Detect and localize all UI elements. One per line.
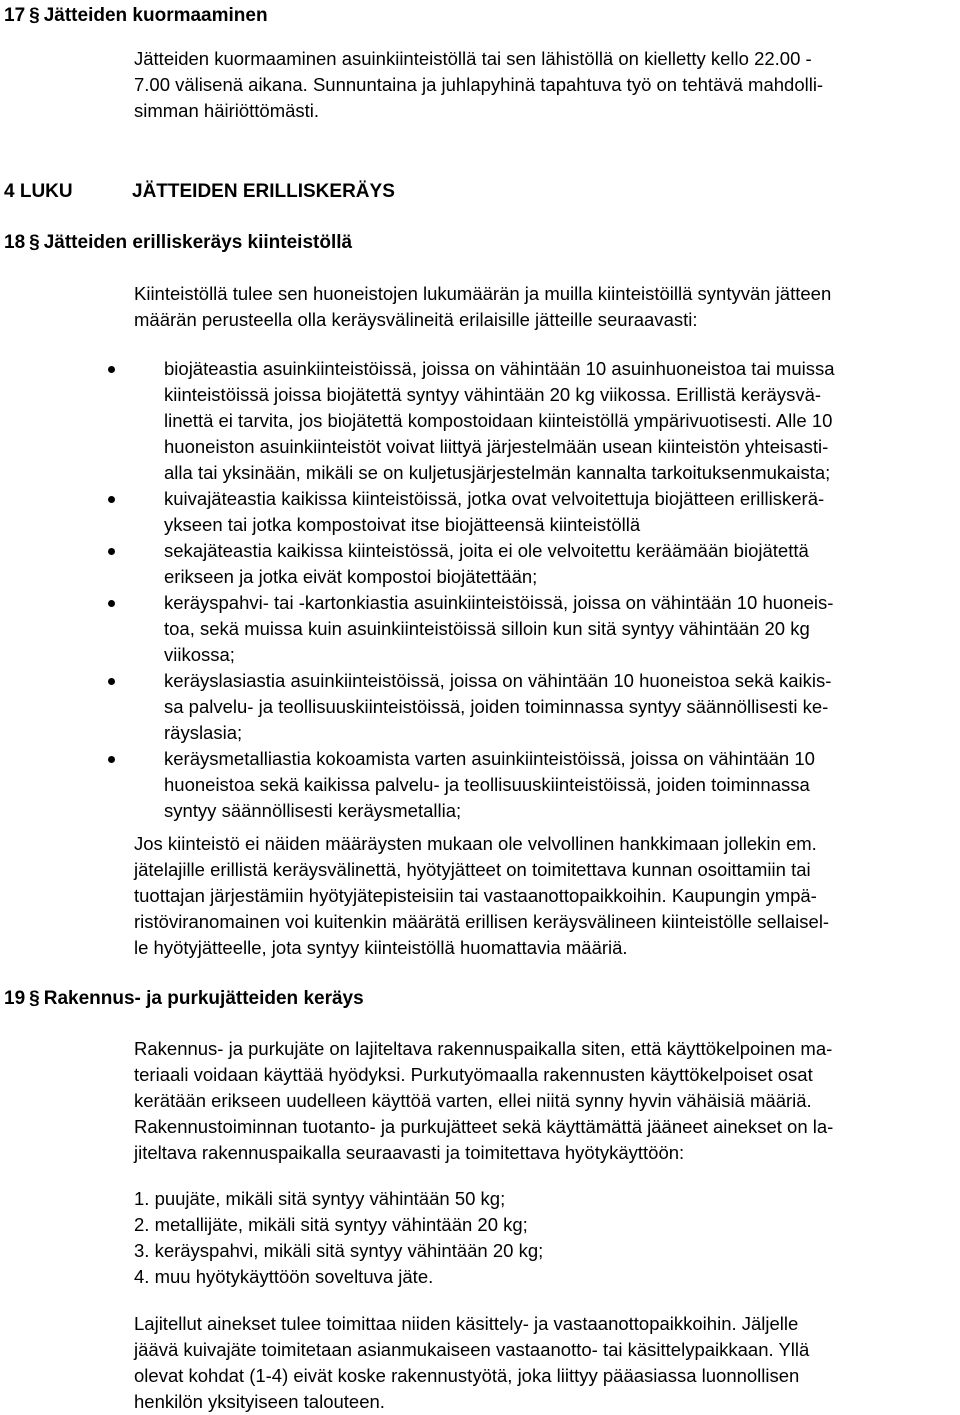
list-item-line: keräyslasiastia asuinkiinteistöissä, joissa on vähintään 10 huoneistoa sekä kaikis-: [164, 670, 832, 691]
chapter-4-heading: [4, 179, 395, 205]
list-item-line: sekajäteastia kaikissa kiinteistössä, joita ei ole velvoitettu keräämään biojätettä: [164, 540, 809, 561]
section-number: 18: [4, 232, 26, 253]
paragraph-line: Jätteiden kuormaaminen asuinkiinteistöllä tai sen lähistöllä on kielletty kello 22.00 -: [134, 48, 812, 69]
paragraph-line: Rakennustoiminnan tuotanto- ja purkujätteet sekä käyttämättä jääneet ainekset on la-: [134, 1116, 834, 1137]
section-18-intro: [134, 281, 956, 333]
paragraph-line: ristöviranomainen voi kuitenkin määrätä erillisen keräysvälineen kiinteistölle sellaisel-: [134, 911, 830, 932]
numbered-item: 4. muu hyötykäyttöön soveltuva jäte.: [134, 1266, 434, 1287]
list-item: [108, 668, 958, 746]
list-item-line: sa palvelu- ja teollisuuskiinteistöissä, joiden toiminnassa syntyy säännöllisesti ke-: [164, 696, 829, 717]
section-19-closing: [134, 1311, 956, 1415]
list-item-line: kuivajäteastia kaikissa kiinteistöissä, jotka ovat velvoitettuja biojätteen erilliskerä-: [164, 488, 825, 509]
section-sign: §: [29, 5, 40, 26]
section-17-heading: [4, 3, 268, 29]
list-item: [108, 356, 958, 486]
paragraph-line: teriaali voidaan käyttää hyödyksi. Purkutyömaalla rakennusten käyttökelpoiset osat: [134, 1064, 813, 1085]
paragraph-line: Jos kiinteistö ei näiden määräysten mukaan ole velvollinen hankkimaan jollekin em.: [134, 833, 817, 854]
chapter-title: JÄTTEIDEN ERILLISKERÄYS: [132, 181, 395, 202]
list-item-line: räyslasia;: [164, 722, 243, 743]
paragraph-line: kerätään erikseen uudelleen käyttöä varten, ellei niitä synny hyvin vähäisiä määriä.: [134, 1090, 812, 1111]
section-sign: §: [29, 232, 40, 253]
list-item-line: ykseen tai jotka kompostoivat itse biojätteensä kiinteistöllä: [164, 514, 641, 535]
list-item-line: kiinteistöissä joissa biojätettä syntyy vähintään 20 kg viikossa. Erillistä keräysvä-: [164, 384, 822, 405]
list-item-line: toa, sekä muissa kuin asuinkiinteistöissä silloin kun sitä syntyy vähintään 20 kg: [164, 618, 810, 639]
bullet-icon: [108, 600, 115, 607]
list-item-line: keräysmetalliastia kokoamista varten asuinkiinteistöissä, joissa on vähintään 10: [164, 748, 815, 769]
section-18-closing: [134, 831, 956, 961]
bullet-icon: [108, 366, 115, 373]
section-19-intro: [134, 1036, 956, 1166]
list-item: [108, 486, 958, 538]
paragraph-line: määrän perusteella olla keräysvälineitä erilaisille jätteille seuraavasti:: [134, 309, 698, 330]
list-item-line: huoneistoa sekä kaikissa palvelu- ja teollisuuskiinteistöissä, joiden toiminnassa: [164, 774, 810, 795]
list-item-line: huoneiston asuinkiinteistöt voivat liittyä järjestelmään usean kiinteistön yhteisasti-: [164, 436, 829, 457]
list-item: [108, 538, 958, 590]
list-item-line: syntyy säännöllisesti keräysmetallia;: [164, 800, 462, 821]
paragraph-line: jätelajille erillistä keräysvälinettä, hyötyjätteet on toimitettava kunnan osoittamiin tai: [134, 859, 811, 880]
section-title: Jätteiden kuormaaminen: [43, 5, 268, 26]
numbered-item: 2. metallijäte, mikäli sitä syntyy vähintään 20 kg;: [134, 1214, 528, 1235]
numbered-item: 1. puujäte, mikäli sitä syntyy vähintään 50 kg;: [134, 1188, 506, 1209]
paragraph-line: olevat kohdat (1-4) eivät koske rakennustyötä, joka liittyy pääasiassa luonnollisen: [134, 1365, 800, 1386]
list-item-line: keräyspahvi- tai -kartonkiastia asuinkiinteistöissä, joissa on vähintään 10 huoneis-: [164, 592, 834, 613]
section-number: 17: [4, 5, 26, 26]
paragraph-line: tuottajan järjestämiin hyötyjätepisteisiin tai vastaanottopaikkoihin. Kaupungin ympä-: [134, 885, 817, 906]
collection-bullet-list: [108, 356, 958, 824]
bullet-icon: [108, 548, 115, 555]
bullet-icon: [108, 756, 115, 763]
list-item-line: biojäteastia asuinkiinteistöissä, joissa on vähintään 10 asuinhuoneistoa tai muissa: [164, 358, 835, 379]
section-number: 19: [4, 988, 26, 1009]
section-sign: §: [29, 988, 40, 1009]
bullet-icon: [108, 678, 115, 685]
list-item-line: linettä ei tarvita, jos biojätettä kompostoidaan kiinteistöllä ympärivuotisesti. Alle 10: [164, 410, 833, 431]
bullet-icon: [108, 496, 115, 503]
paragraph-line: simman häiriöttömästi.: [134, 100, 320, 121]
list-item: [108, 746, 958, 824]
paragraph-line: Kiinteistöllä tulee sen huoneistojen lukumäärän ja muilla kiinteistöillä syntyvän jätteen: [134, 283, 832, 304]
list-item-line: erikseen ja jotka eivät kompostoi biojätettään;: [164, 566, 538, 587]
list-item-line: viikossa;: [164, 644, 235, 665]
paragraph-line: 7.00 välisenä aikana. Sunnuntaina ja juhlapyhinä tapahtuva työ on tehtävä mahdolli-: [134, 74, 824, 95]
list-item-line: alla tai yksinään, mikäli se on kuljetusjärjestelmän kannalta tarkoituksenmukaista;: [164, 462, 831, 483]
section-17-paragraph: [134, 46, 956, 124]
list-item: [108, 590, 958, 668]
paragraph-line: jiteltava rakennuspaikalla seuraavasti ja toimitettava hyötykäyttöön:: [134, 1142, 685, 1163]
material-numbered-list: [134, 1186, 543, 1290]
paragraph-line: jäävä kuivajäte toimitetaan asianmukaiseen vastaanotto- tai käsittelypaikkaan. Yllä: [134, 1339, 810, 1360]
paragraph-line: le hyötyjätteelle, jota syntyy kiinteistöllä huomattavia määriä.: [134, 937, 628, 958]
section-19-heading: [4, 986, 364, 1012]
section-title: Jätteiden erilliskeräys kiinteistöllä: [43, 232, 353, 253]
paragraph-line: henkilön yksityiseen talouteen.: [134, 1391, 385, 1412]
paragraph-line: Rakennus- ja purkujäte on lajiteltava rakennuspaikalla siten, että käyttökelpoinen ma-: [134, 1038, 833, 1059]
numbered-item: 3. keräyspahvi, mikäli sitä syntyy vähintään 20 kg;: [134, 1240, 544, 1261]
section-title: Rakennus- ja purkujätteiden keräys: [43, 988, 364, 1009]
chapter-number: 4 LUKU: [4, 181, 73, 202]
section-18-heading: [4, 230, 352, 256]
paragraph-line: Lajitellut ainekset tulee toimittaa niiden käsittely- ja vastaanottopaikkoihin. Jäljelle: [134, 1313, 799, 1334]
